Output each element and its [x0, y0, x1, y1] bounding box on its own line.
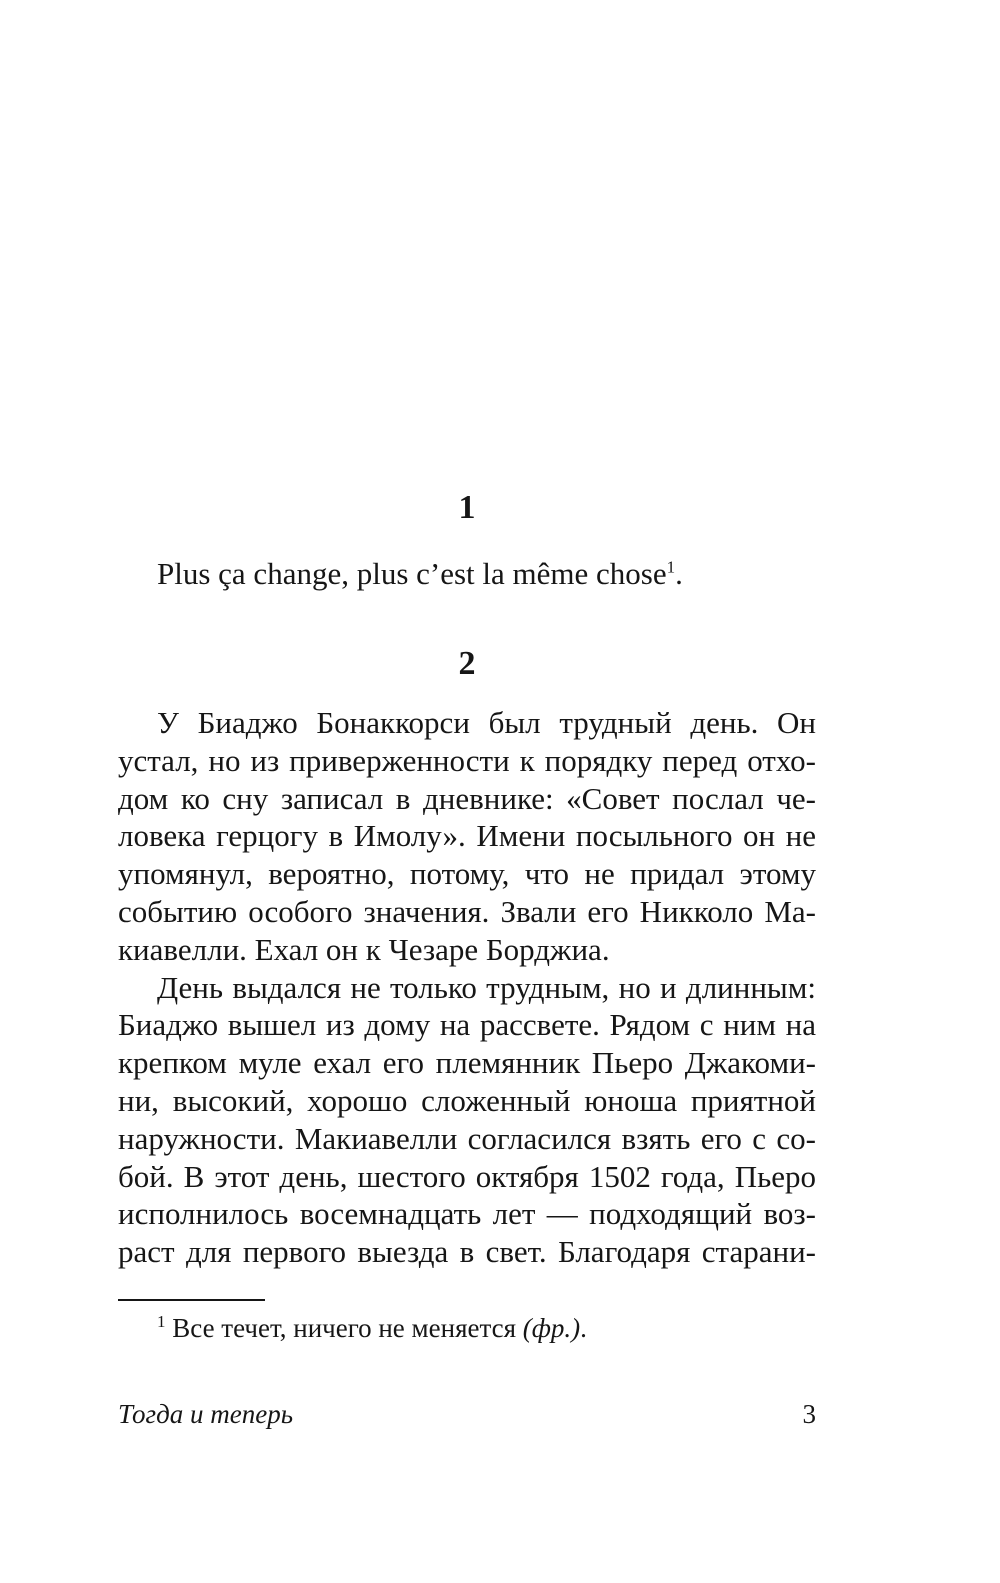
chapter-body: [118, 704, 816, 1271]
epigraph: [157, 554, 683, 594]
footnote-text: Все течет, ничего не меняется: [165, 1313, 523, 1343]
paragraph-1-last-line: киавелли. Ехал он к Чезаре Борджиа.: [118, 931, 610, 967]
paragraph-1-line: событию особого значения. Звали его Никколо Ма-: [118, 893, 816, 929]
paragraph-2-line: Биаджо вышел из дому на рассвете. Рядом с ним на: [118, 1007, 816, 1043]
paragraph-2-line: исполнилось восемнадцать лет — подходящий воз-: [118, 1196, 816, 1232]
paragraph-2-line: наружности. Макиавелли согласился взять его с со-: [118, 1120, 816, 1156]
epigraph-end: .: [675, 556, 683, 591]
footnote-end: .: [580, 1313, 587, 1343]
chapter-number-1: 1: [458, 489, 476, 526]
paragraph-1-line: У Биаджо Бонаккорси был трудный день. Он: [157, 705, 816, 740]
paragraph-1-line: дом ко сну записал в дневнике: «Совет послал че-: [118, 780, 816, 816]
chapter-number-2: 2: [458, 645, 476, 682]
paragraph-1-line: ловека герцогу в Имолу». Имени посыльного он не: [118, 818, 816, 854]
paragraph-2-line: ни, высокий, хорошо сложенный юноша приятной: [118, 1082, 816, 1118]
paragraph-1-line: устал, но из приверженности к порядку перед отхо-: [118, 742, 816, 778]
epigraph-text: Plus ça change, plus c’est la même chose: [157, 556, 667, 591]
paragraph-2-line: крепком муле ехал его племянник Пьеро Джакоми-: [118, 1045, 816, 1081]
footnote-divider: [118, 1299, 265, 1301]
footnote-reference: 1: [666, 557, 676, 577]
footnote-language-note: (фр.): [522, 1313, 581, 1343]
paragraph-2-line: бой. В этот день, шестого октября 1502 года, Пьеро: [118, 1158, 816, 1194]
running-title: Тогда и теперь: [118, 1399, 293, 1429]
paragraph-2-line: раст для первого выезда в свет. Благодаря старани-: [118, 1234, 816, 1270]
footnote-marker: 1: [157, 1312, 166, 1331]
paragraph-2-line: День выдался не только трудным, но и длинным:: [157, 969, 816, 1005]
footnote: [157, 1310, 587, 1346]
page-number: 3: [802, 1399, 816, 1429]
paragraph-1-line: упомянул, вероятно, потому, что не придал этому: [118, 856, 816, 892]
